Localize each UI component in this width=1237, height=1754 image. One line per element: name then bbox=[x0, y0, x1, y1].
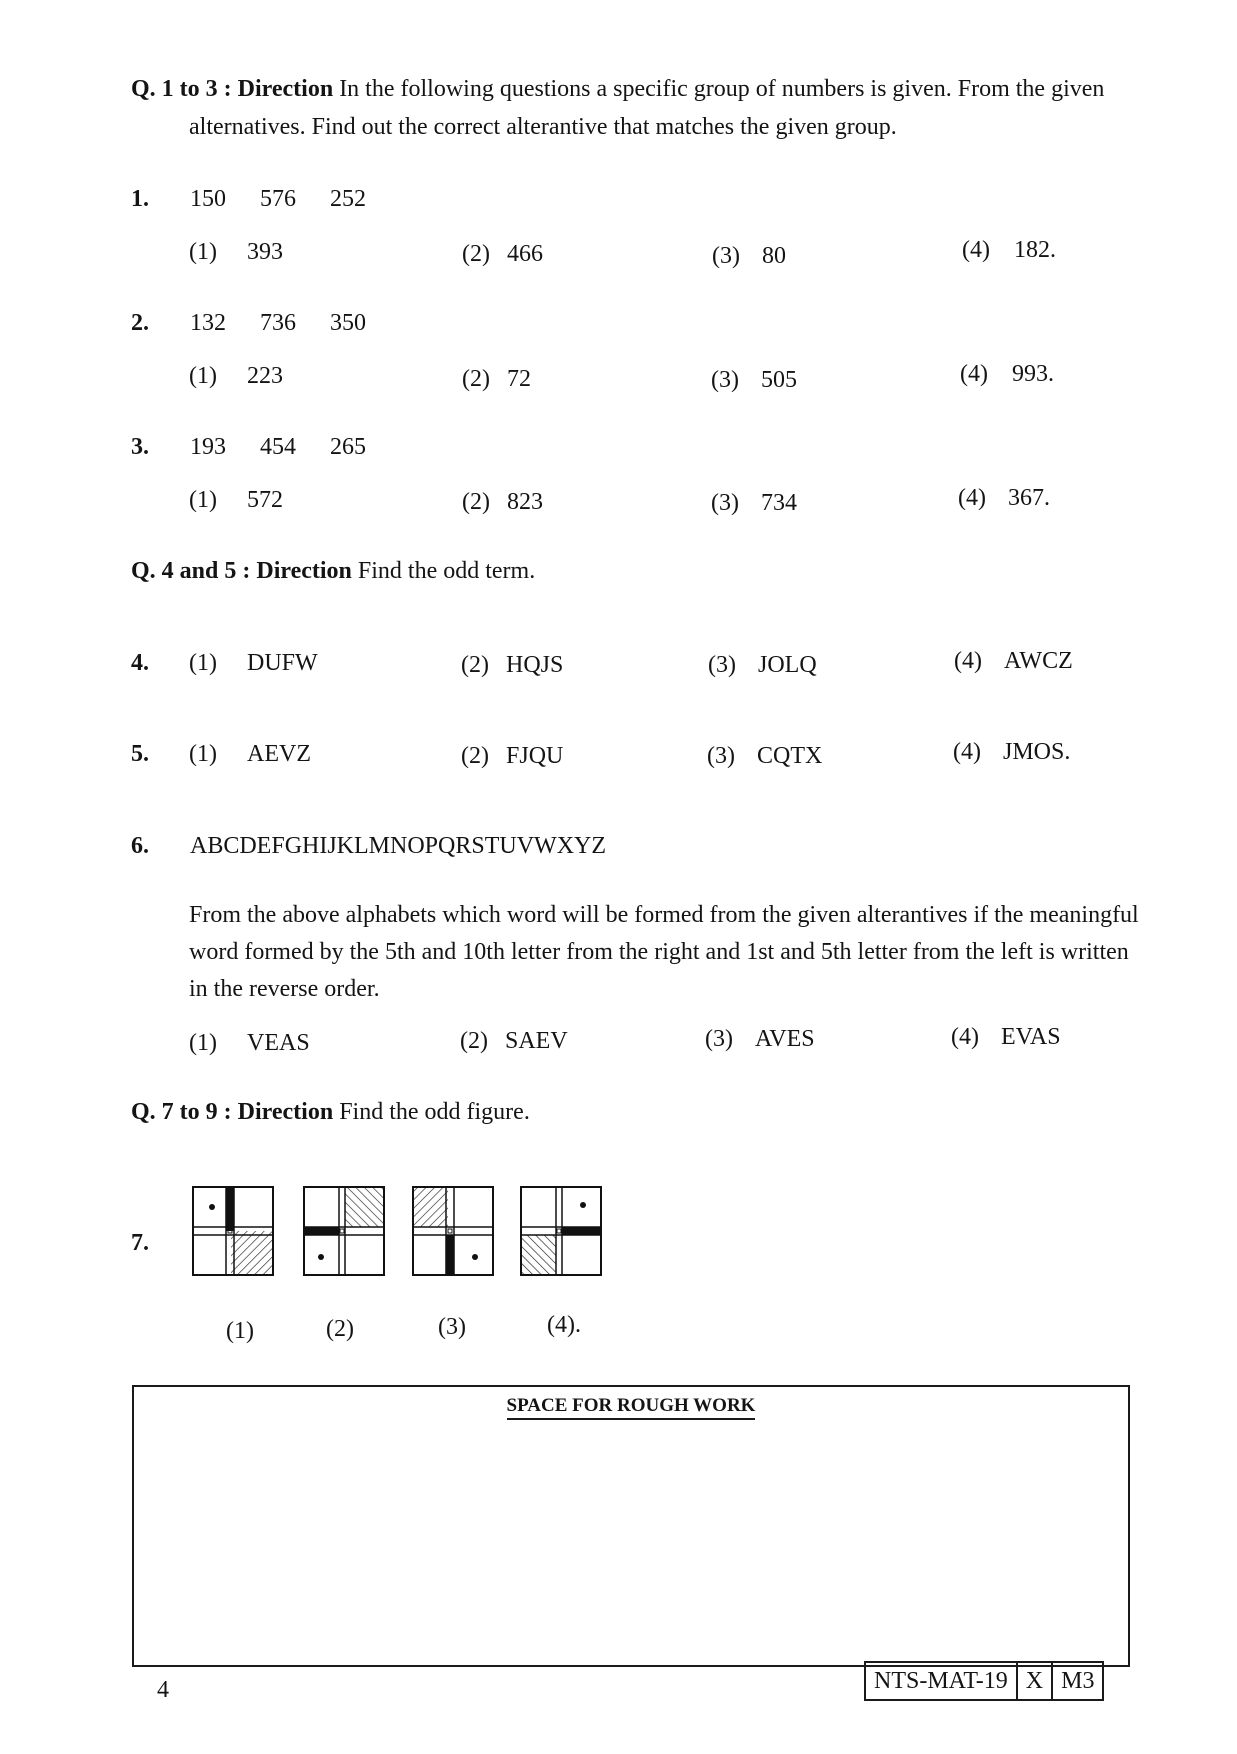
group-value: 252 bbox=[330, 186, 366, 212]
direction-label: Q. 1 to 3 : Direction bbox=[131, 76, 334, 102]
question-text bbox=[189, 897, 1149, 1008]
option[interactable]: (1) DUFW bbox=[189, 650, 318, 676]
rough-work-box[interactable] bbox=[132, 1385, 1130, 1667]
option[interactable]: (1) VEAS bbox=[189, 1030, 310, 1056]
figure-label: (2) bbox=[326, 1316, 354, 1342]
question-number: 7. bbox=[131, 1230, 149, 1256]
figure-label: (1) bbox=[226, 1318, 254, 1344]
option[interactable]: (1) 393 bbox=[189, 239, 283, 265]
option[interactable]: (3) AVES bbox=[705, 1026, 815, 1052]
direction-q7-9 bbox=[131, 1099, 530, 1126]
option[interactable]: (4) AWCZ bbox=[954, 648, 1073, 674]
group-value: 350 bbox=[330, 310, 366, 336]
option[interactable]: (1) AEVZ bbox=[189, 741, 311, 767]
option[interactable]: (1) 572 bbox=[189, 487, 283, 513]
figure-label: (3) bbox=[438, 1314, 466, 1340]
figure-label: (4). bbox=[547, 1312, 581, 1338]
direction-text: Find the odd figure. bbox=[339, 1099, 530, 1125]
option[interactable]: (3) JOLQ bbox=[708, 652, 817, 678]
option[interactable]: (2) 466 bbox=[462, 241, 543, 267]
code-part: NTS-MAT-19 bbox=[874, 1668, 1008, 1694]
question-number: 1. bbox=[131, 186, 149, 212]
number-group bbox=[190, 310, 366, 337]
option[interactable]: (3) 734 bbox=[711, 490, 797, 516]
option[interactable]: (4) JMOS. bbox=[953, 739, 1071, 765]
group-value: 193 bbox=[190, 434, 226, 460]
group-value: 132 bbox=[190, 310, 226, 336]
number-group bbox=[190, 186, 366, 213]
text-line: in the reverse order. bbox=[189, 976, 380, 1002]
option[interactable]: (2) 823 bbox=[462, 489, 543, 515]
figure-4[interactable] bbox=[519, 1185, 603, 1277]
figure-1[interactable] bbox=[191, 1185, 275, 1277]
option[interactable]: (2) FJQU bbox=[461, 743, 564, 769]
text-line: word formed by the 5th and 10th letter from the right and 1st and 5th letter from the left is written bbox=[189, 939, 1129, 965]
question-number: 6. bbox=[131, 833, 149, 859]
question-number: 5. bbox=[131, 741, 149, 767]
number-group bbox=[190, 434, 366, 461]
option[interactable]: (3) 80 bbox=[712, 243, 786, 269]
option[interactable]: (4) 993. bbox=[960, 361, 1054, 387]
page-number: 4 bbox=[157, 1677, 169, 1703]
option[interactable]: (4) EVAS bbox=[951, 1024, 1061, 1050]
question-number: 3. bbox=[131, 434, 149, 460]
direction-q1-3 bbox=[131, 70, 1171, 146]
option[interactable]: (4) 182. bbox=[962, 237, 1056, 263]
direction-label: Q. 4 and 5 : Direction bbox=[131, 558, 352, 584]
direction-text-cont: alternatives. Find out the correct alterantive that matches the given group. bbox=[189, 114, 897, 140]
question-number: 2. bbox=[131, 310, 149, 336]
code-part: X bbox=[1016, 1663, 1051, 1699]
code-part: M3 bbox=[1051, 1663, 1102, 1699]
group-value: 576 bbox=[260, 186, 296, 212]
paper-code bbox=[864, 1661, 1104, 1701]
figure-2[interactable] bbox=[302, 1185, 386, 1277]
direction-label: Q. 7 to 9 : Direction bbox=[131, 1099, 334, 1125]
text-line: From the above alphabets which word will be formed from the given alterantives if the meaningful bbox=[189, 902, 1139, 928]
direction-text: In the following questions a specific group of numbers is given. From the given bbox=[339, 76, 1105, 102]
option[interactable]: (3) 505 bbox=[711, 367, 797, 393]
group-value: 736 bbox=[260, 310, 296, 336]
question-number: 4. bbox=[131, 650, 149, 676]
option[interactable]: (1) 223 bbox=[189, 363, 283, 389]
rough-work-title: SPACE FOR ROUGH WORK bbox=[134, 1395, 1128, 1417]
option[interactable]: (2) SAEV bbox=[460, 1028, 568, 1054]
group-value: 265 bbox=[330, 434, 366, 460]
figure-3[interactable] bbox=[411, 1185, 495, 1277]
alphabet-line: ABCDEFGHIJKLMNOPQRSTUVWXYZ bbox=[190, 833, 607, 859]
group-value: 454 bbox=[260, 434, 296, 460]
group-value: 150 bbox=[190, 186, 226, 212]
option[interactable]: (3) CQTX bbox=[707, 743, 823, 769]
option[interactable]: (2) HQJS bbox=[461, 652, 564, 678]
direction-text: Find the odd term. bbox=[357, 558, 536, 584]
option[interactable]: (2) 72 bbox=[462, 366, 531, 392]
option[interactable]: (4) 367. bbox=[958, 485, 1050, 511]
direction-q4-5 bbox=[131, 558, 535, 585]
